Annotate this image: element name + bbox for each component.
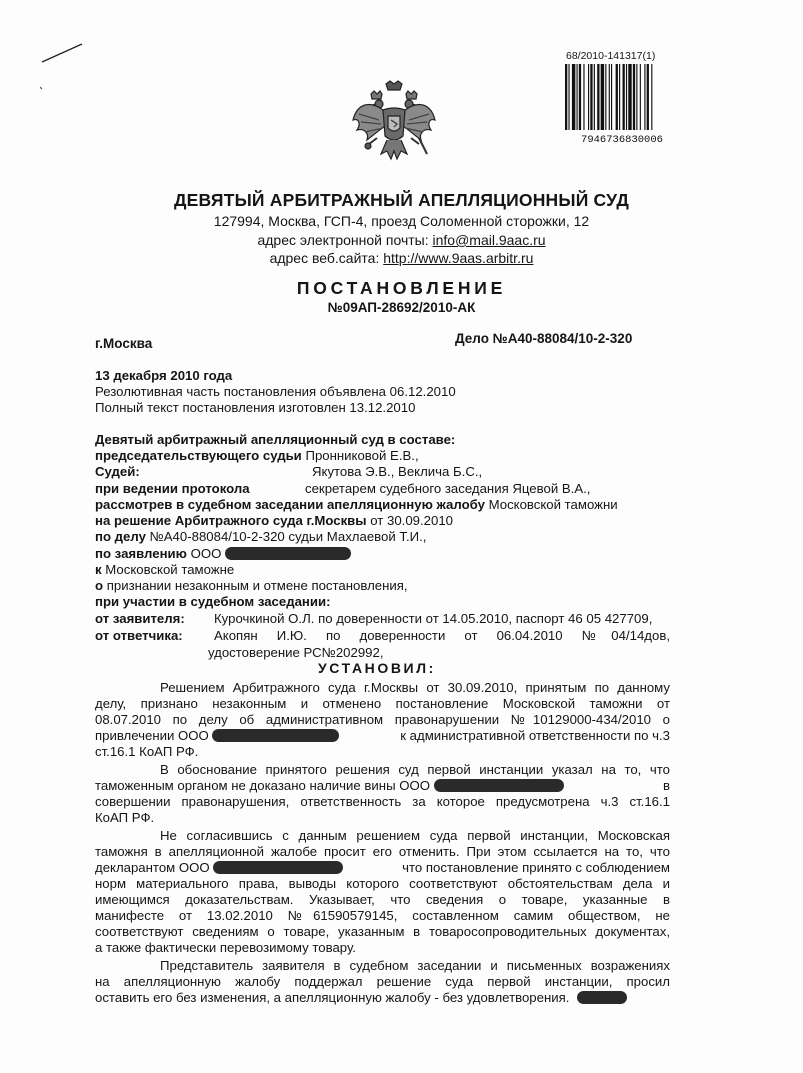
p2-line-3: совершении правонарушения, ответственность за которое предусмотрена ч.3 ст.16.1 xyxy=(95,794,670,809)
redacted-company-name xyxy=(225,547,351,560)
p3-line-1: Не согласившись с данным решением суда первой инстанции, Московская xyxy=(160,828,670,843)
p2-line-1: В обоснование принятого решения суд первой инстанции указал на то, что xyxy=(160,762,670,777)
p4-line-1: Представитель заявителя в судебном заседании и письменных возражениях xyxy=(160,958,670,973)
case-number: Дело №А40-88084/10-2-320 xyxy=(455,331,633,346)
p4-line-3: оставить его без изменения, а апелляционную жалобу - без удовлетворения. xyxy=(95,990,627,1005)
respondent-rep-label: от ответчика: xyxy=(95,628,183,643)
p1-line-3: 08.07.2010 по делу об административном правонарушении №10129000-434/2010 о xyxy=(95,712,670,727)
p1-line-1: Решением Арбитражного суда г.Москвы от 30.09.2010, принятым по данному xyxy=(160,680,670,695)
respondent-line: к Московской таможне xyxy=(95,562,235,577)
resolution-number: №09АП-28692/2010-АК xyxy=(327,300,476,315)
p1-line-2: делу, признано незаконным и отменено постановление Московской таможни от xyxy=(95,696,670,711)
court-name: ДЕВЯТЫЙ АРБИТРАЖНЫЙ АПЕЛЛЯЦИОННЫЙ СУД xyxy=(173,190,630,210)
p3-line-5: имеющимся доказательствам. Указывает, что сведения о товаре, указанные в xyxy=(95,892,670,907)
decision-date: 13 декабря 2010 года xyxy=(95,368,233,383)
barcode xyxy=(563,64,680,144)
email-link[interactable]: info@mail.9aac.ru xyxy=(432,232,546,248)
p2-line-2: таможенным органом не доказано наличие вины ООО в xyxy=(95,778,670,793)
document-reference: 68/2010-141317(1) xyxy=(566,50,656,62)
applicant-rep-text: Курочкиной О.Л. по доверенности от 14.05.2010, паспорт 46 05 427709, xyxy=(214,611,653,626)
p3-line-8: а также фактически перевозимому товару. xyxy=(95,940,356,955)
composition-heading: Девятый арбитражный апелляционный суд в составе: xyxy=(95,432,456,447)
participants-heading: при участии в судебном заседании: xyxy=(95,594,331,609)
web-link[interactable]: http://www.9aas.arbitr.ru xyxy=(383,250,534,266)
applicant-line: по заявлению ООО xyxy=(95,546,351,561)
p3-line-4: норм материального права, выводы которого соответствуют обстоятельствам дела и xyxy=(95,876,670,891)
redacted-text xyxy=(577,991,627,1004)
russian-coat-of-arms-emblem xyxy=(349,80,439,164)
redacted-company-name xyxy=(434,779,564,792)
appealed-decision-line: на решение Арбитражного суда г.Москвы от 30.09.2010 xyxy=(95,513,453,528)
p3-line-7: соответствуют сведениям о товаре, указанным в товаросопроводительных документах, xyxy=(95,924,670,939)
city: г.Москва xyxy=(95,336,153,351)
judges-names: Якутова Э.В., Веклича Б.С., xyxy=(312,464,483,479)
email-label: адрес электронной почты: xyxy=(257,232,429,248)
established-heading: УСТАНОВИЛ: xyxy=(318,660,436,676)
p1-line-5: ст.16.1 КоАП РФ. xyxy=(95,744,199,759)
protocol-label: при ведении протокола xyxy=(95,481,250,496)
respondent-rep-text: Акопян И.Ю. по доверенности от 06.04.2010 №04/14дов, xyxy=(214,628,670,643)
applicant-rep-label: от заявителя: xyxy=(95,611,185,626)
redacted-company-name xyxy=(212,729,339,742)
p2-line-4: КоАП РФ. xyxy=(95,810,155,825)
protocol-secretary: секретарем судебного заседания Яцевой В.А., xyxy=(305,481,591,496)
p1-line-4: привлечении ООО к административной ответственности по ч.3 xyxy=(95,728,670,743)
scan-mark xyxy=(40,40,90,95)
p3-line-2: таможня в апелляционной жалобе просит его отменить. При этом ссылается на то, что xyxy=(95,844,670,859)
p3-line-6: манифесте от 13.02.2010 №61590579145, составленном самим обществом, не xyxy=(95,908,670,923)
case-judge-line: по делу №А40-88084/10-2-320 судьи Махлаевой Т.И., xyxy=(95,529,427,544)
fulltext-prepared: Полный текст постановления изготовлен 13.12.2010 xyxy=(95,400,416,415)
court-address: 127994, Москва, ГСП-4, проезд Соломенной сторожки, 12 xyxy=(213,213,590,229)
document-title: ПОСТАНОВЛЕНИЕ xyxy=(296,278,507,298)
p3-line-3: декларантом ООО что постановление принято с соблюдением xyxy=(95,860,670,875)
court-email-line xyxy=(0,232,803,248)
barcode-number: 7946736830006 xyxy=(581,134,663,144)
presiding-judge-line: председательствующего судьи Пронниковой Е.В., xyxy=(95,448,419,463)
appeal-considered-line: рассмотрев в судебном заседании апелляционную жалобу Московской таможни xyxy=(95,497,618,512)
judges-label: Судей: xyxy=(95,464,140,479)
respondent-rep-id: удостоверение РС№202992, xyxy=(208,645,384,660)
web-label: адрес веб.сайта: xyxy=(269,250,380,266)
court-web-line xyxy=(0,250,803,266)
resolution-announced: Резолютивная часть постановления объявлена 06.12.2010 xyxy=(95,384,456,399)
subject-line: о признании незаконным и отмене постановления, xyxy=(95,578,408,593)
redacted-company-name xyxy=(213,861,343,874)
p4-line-2: на апелляционную жалобу поддержал решение суда первой инстанции, просил xyxy=(95,974,670,989)
